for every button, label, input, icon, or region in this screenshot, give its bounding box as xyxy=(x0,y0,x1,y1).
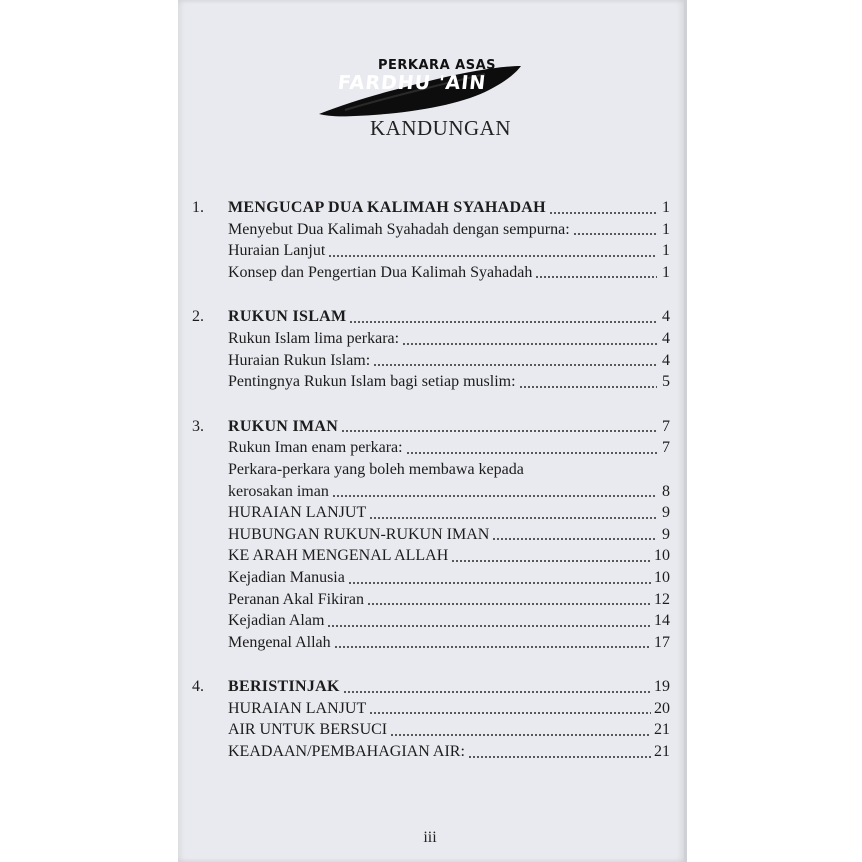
toc-section xyxy=(192,676,670,762)
page-number: 21 xyxy=(654,721,670,739)
page-number: 1 xyxy=(662,199,670,216)
page-number: 4 xyxy=(662,351,670,369)
dot-leader xyxy=(492,538,657,540)
toc-entry[interactable] xyxy=(192,328,670,350)
entry-title: Rukun Iman enam perkara: xyxy=(228,439,403,457)
section-number: 2. xyxy=(192,308,204,326)
page-number: 5 xyxy=(662,373,670,391)
dot-leader xyxy=(332,495,657,497)
section-title: MENGUCAP DUA KALIMAH SYAHADAH xyxy=(228,199,546,216)
toc-section-heading[interactable] xyxy=(192,416,670,438)
page-folio: iii xyxy=(423,829,437,846)
entry-title: KE ARAH MENGENAL ALLAH xyxy=(228,547,449,565)
toc-entry[interactable] xyxy=(192,610,670,632)
dot-leader xyxy=(327,625,651,627)
page-number: 10 xyxy=(654,547,670,565)
entry-title: Pentingnya Rukun Islam bagi setiap muslim: xyxy=(228,373,516,391)
dot-leader xyxy=(451,560,651,562)
entry-title: Huraian Rukun Islam: xyxy=(228,351,371,369)
toc-entry[interactable] xyxy=(192,481,670,503)
page-number: 4 xyxy=(662,329,670,347)
toc-section xyxy=(192,197,670,283)
dot-leader xyxy=(367,603,651,605)
page-number: 21 xyxy=(654,743,670,761)
dot-leader xyxy=(535,276,657,278)
dot-leader xyxy=(349,321,657,323)
dot-leader xyxy=(468,756,651,758)
header-top-line: PERKARA ASAS xyxy=(378,57,496,74)
section-title: BERISTINJAK xyxy=(228,678,340,696)
toc-entry[interactable] xyxy=(192,719,670,741)
page-number: 1 xyxy=(662,263,670,281)
section-title: RUKUN IMAN xyxy=(228,417,339,435)
toc-entry[interactable] xyxy=(192,698,670,720)
toc-entry[interactable] xyxy=(192,545,670,567)
section-number: 1. xyxy=(192,199,204,216)
toc-entry[interactable] xyxy=(192,524,670,546)
page-number: 1 xyxy=(662,242,670,260)
page-number: 20 xyxy=(654,699,670,717)
entry-title: Perkara-perkara yang boleh membawa kepada xyxy=(228,460,524,478)
page-number: 19 xyxy=(654,678,670,696)
header-main-line: FARDHU 'AIN xyxy=(336,72,488,94)
toc-section-heading[interactable] xyxy=(192,676,670,698)
page-number: 1 xyxy=(662,220,670,238)
dot-leader xyxy=(343,691,651,693)
toc-entry[interactable] xyxy=(192,371,670,393)
page-number: 7 xyxy=(662,417,670,435)
section-title: RUKUN ISLAM xyxy=(228,308,347,326)
page-number: 17 xyxy=(654,633,670,651)
page-number: 9 xyxy=(662,504,670,522)
entry-title: HURAIAN LANJUT xyxy=(228,504,367,522)
toc-entry[interactable] xyxy=(192,240,670,262)
page-number: 7 xyxy=(662,439,670,457)
page-number: 4 xyxy=(662,308,670,326)
dot-leader xyxy=(369,517,657,519)
entry-title: Menyebut Dua Kalimah Syahadah dengan sempurna: xyxy=(228,220,570,238)
toc-entry[interactable] xyxy=(192,459,670,481)
entry-title: Kejadian Manusia xyxy=(228,568,345,586)
toc-section-heading[interactable] xyxy=(192,306,670,328)
entry-title: Huraian Lanjut xyxy=(228,242,326,260)
page-number: 10 xyxy=(654,568,670,586)
entry-title: kerosakan iman xyxy=(228,482,329,500)
entry-title: KEADAAN/PEMBAHAGIAN AIR: xyxy=(228,743,465,761)
book-title-logo xyxy=(315,52,525,152)
dot-leader xyxy=(519,386,657,388)
entry-title: Mengenal Allah xyxy=(228,633,331,651)
entry-title: HURAIAN LANJUT xyxy=(228,699,367,717)
page-number: 14 xyxy=(654,612,670,630)
toc-section xyxy=(192,416,670,654)
dot-leader xyxy=(369,712,651,714)
page-number: 12 xyxy=(654,590,670,608)
toc-entry[interactable] xyxy=(192,502,670,524)
toc-entry[interactable] xyxy=(192,741,670,763)
toc-entry[interactable] xyxy=(192,589,670,611)
toc-entry[interactable] xyxy=(192,437,670,459)
entry-title: Kejadian Alam xyxy=(228,612,325,630)
toc-section-heading[interactable] xyxy=(192,197,670,219)
dot-leader xyxy=(549,212,657,214)
toc-entry[interactable] xyxy=(192,262,670,284)
dot-leader xyxy=(373,364,657,366)
toc-section xyxy=(192,306,670,392)
toc-entry[interactable] xyxy=(192,219,670,241)
entry-title: AIR UNTUK BERSUCI xyxy=(228,721,388,739)
contents-heading: KANDUNGAN xyxy=(370,116,511,140)
dot-leader xyxy=(573,233,657,235)
section-number: 3. xyxy=(192,417,204,435)
dot-leader xyxy=(406,452,657,454)
entry-title: HUBUNGAN RUKUN-RUKUN IMAN xyxy=(228,525,490,543)
page-number: 9 xyxy=(662,525,670,543)
dot-leader xyxy=(402,343,657,345)
toc-entry[interactable] xyxy=(192,632,670,654)
dot-leader xyxy=(348,582,651,584)
entry-title: Konsep dan Pengertian Dua Kalimah Syahadah xyxy=(228,263,533,281)
dot-leader xyxy=(328,255,657,257)
entry-title: Peranan Akal Fikiran xyxy=(228,590,364,608)
dot-leader xyxy=(341,430,657,432)
page-number: 8 xyxy=(662,482,670,500)
dot-leader xyxy=(390,734,651,736)
page-edge xyxy=(684,0,687,862)
section-number: 4. xyxy=(192,678,204,696)
dot-leader xyxy=(334,646,651,648)
entry-title: Rukun Islam lima perkara: xyxy=(228,329,400,347)
toc-entry[interactable] xyxy=(192,350,670,372)
table-of-contents xyxy=(192,197,670,786)
toc-entry[interactable] xyxy=(192,567,670,589)
